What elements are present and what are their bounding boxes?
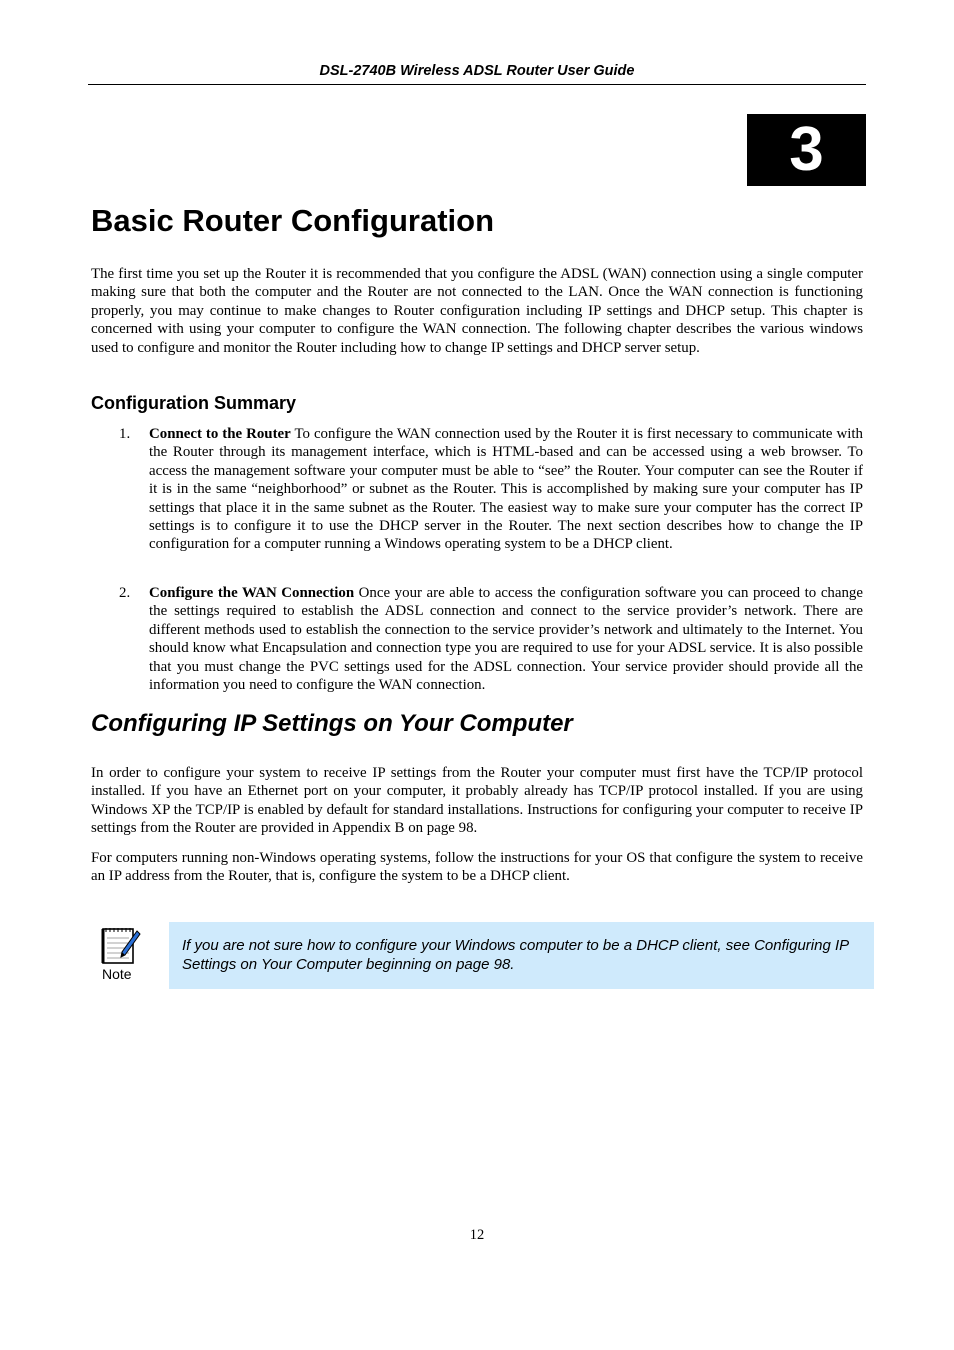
- note-pad-icon: [99, 925, 143, 965]
- note-text: If you are not sure how to configure your Windows computer to be a DHCP client, see Configuring IP Settings on Your Computer beginning on page 98.: [182, 937, 849, 973]
- ip-settings-heading: Configuring IP Settings on Your Computer: [91, 710, 573, 737]
- header-rule: [88, 84, 866, 85]
- chapter-number-box: 3: [747, 114, 866, 186]
- list-lead: Configure the WAN Connection: [149, 585, 355, 601]
- intro-paragraph: The first time you set up the Router it is recommended that you configure the ADSL (WAN) connection using a single computer making sure that both the computer and the Router are not connected to the LAN. Once the WAN connection is functioning properly, you may continue to make changes to Router configuration including IP settings and DHCP setup. This chapter is concerned with using your computer to configure the WAN connection. The following chapter describes the various windows used to configure and monitor the Router including how to change IP settings and DHCP server setup.: [91, 266, 863, 356]
- note-label: Note: [102, 966, 132, 982]
- config-summary-heading: Configuration Summary: [91, 393, 297, 413]
- list-number: 1.: [119, 426, 131, 442]
- chapter-title: Basic Router Configuration: [91, 203, 495, 238]
- page-number: 12: [469, 1227, 485, 1243]
- ip-settings-paragraph-1: In order to configure your system to receive IP settings from the Router your computer must first have the TCP/IP protocol installed. If you have an Ethernet port on your computer, it probably already has TCP/IP protocol installed. If you are using Windows XP the TCP/IP is enabled by default for standard installations. Instructions for configuring your computer to receive IP settings from the Router are provided in Appendix B on page 98.: [91, 765, 863, 837]
- ip-settings-paragraph-2: For computers running non-Windows operating systems, follow the instructions for your OS that configure the system to receive an IP address from the Router, that is, configure the system to be a DHCP client.: [91, 850, 863, 885]
- list-body: [149, 584, 863, 694]
- list-body: [149, 425, 863, 554]
- list-text: Once your are able to access the configuration software you can proceed to change the settings required to establish the ADSL connection and connect to the service provider’s network. There are different methods used to establish the connection to the service provider’s network and ultimately to the Internet. You should know what Encapsulation and connection type you are required to use for your ADSL service. It is also possible that you must change the PVC settings used for the ADSL connection. Your service provider should provide all the information you need to configure the WAN connection.: [149, 585, 863, 694]
- list-number: 2.: [119, 585, 131, 601]
- running-header: DSL-2740B Wireless ADSL Router User Guide: [319, 63, 635, 79]
- list-lead: Connect to the Router: [149, 426, 291, 442]
- note-box: [169, 922, 874, 989]
- list-text: To configure the WAN connection used by the Router it is first necessary to communicate with the Router through its management interface, which is HTML-based and can be accessed using a web browser. To access the management software your computer must be able to “see” the Router. Your computer can see the Router if it is in the same “neighborhood” or subnet as the Router. This is accomplished by making sure your computer has IP settings that place it in the same subnet as the Router. The easiest way to make sure your computer has the correct IP settings is to configure it to use the DHCP server in the Router. The next section describes how to change the IP configuration for a computer running a Windows operating system to be a DHCP client.: [149, 426, 863, 553]
